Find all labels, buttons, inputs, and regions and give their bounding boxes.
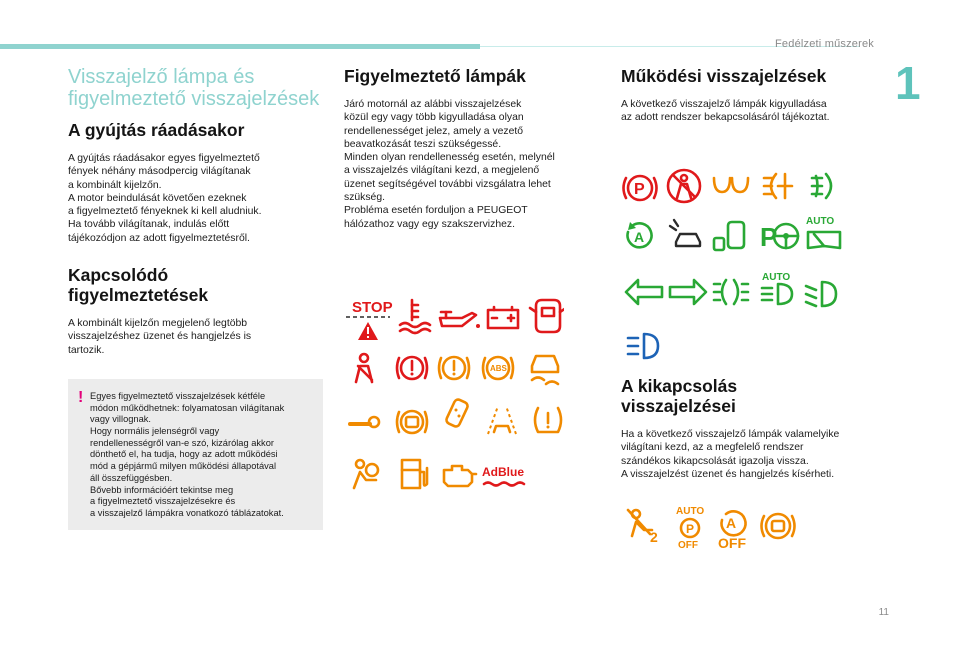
off-indicators-heading: A kikapcsolás visszajelzései bbox=[621, 376, 738, 416]
wrench-icon bbox=[350, 417, 379, 427]
ignition-heading: A gyújtás ráadásakor bbox=[68, 120, 245, 140]
warning-icon-grid bbox=[344, 294, 564, 494]
related-heading: Kapcsolódó figyelmeztetések bbox=[68, 265, 209, 306]
oil-pressure-icon bbox=[440, 312, 480, 328]
main-beam-icon bbox=[628, 334, 658, 358]
sidelights-icon bbox=[714, 280, 748, 304]
column-middle bbox=[344, 66, 594, 231]
turn-right-icon bbox=[670, 280, 706, 304]
stop-icon bbox=[346, 299, 393, 340]
svg-text:AdBlue: AdBlue bbox=[482, 465, 524, 479]
page-number: 11 bbox=[878, 607, 889, 618]
chapter-number: 1 bbox=[895, 57, 921, 109]
stop-start-icon bbox=[628, 222, 652, 247]
ignition-text: A gyújtás ráadásakor egyes figyelmeztető fények néhány másodpercig világítanak a kombinált kijelzőn. A motor beindulását követően ezeknek a figyelmeztető fényeknek ki kell aludniuk. Ha tovább világítanak, indulás előtt tájékozódjon az adott figyelmeztetésről. bbox=[68, 153, 262, 244]
column-right bbox=[621, 66, 871, 125]
main-beam-icon-row bbox=[626, 332, 666, 362]
park-assist-icon bbox=[670, 220, 700, 246]
svg-text:OFF: OFF bbox=[718, 535, 746, 550]
brake-pad-off-icon bbox=[762, 514, 795, 538]
auto-high-beam-icon bbox=[762, 272, 792, 304]
brake-pad-icon bbox=[397, 411, 427, 433]
svg-text:ABS: ABS bbox=[490, 364, 507, 373]
esp-icon bbox=[532, 356, 558, 384]
indicator-lamps-text: A következő visszajelző lámpák kigyulladása az adott rendszer bekapcsolásáról tájékoztat. bbox=[621, 99, 830, 124]
fuel-filter-icon bbox=[402, 460, 427, 488]
svg-text:P: P bbox=[634, 181, 645, 198]
svg-text:2: 2 bbox=[650, 529, 658, 545]
dipped-beam-icon bbox=[806, 282, 836, 306]
svg-text:A: A bbox=[634, 229, 645, 245]
battery-icon bbox=[488, 307, 518, 328]
parking-brake-icon bbox=[624, 176, 657, 200]
coolant-temperature-icon bbox=[400, 300, 430, 333]
off-indicators-section bbox=[621, 376, 871, 481]
engine-management-icon bbox=[444, 466, 476, 486]
door-open-icon bbox=[530, 300, 564, 332]
related-text: A kombinált kijelzőn megjelenő legtöbb visszajelzéshez üzenet és hangjelzés is tartozik. bbox=[68, 318, 252, 356]
note-text: Egyes figyelmeztető visszajelzések kétféle módon működhetnek: folyamatosan világítanak vagy villognak. Hogy normális jelenségről vagy rendellenességről van-e szó, kizárólag akkor dönthető el, ha tudja, hogy az adott működési mód a gépjármű milyen működési állapotával áll összefüggésben. Bővebb információért tekintse meg a figyelmeztető visszajelzésekre és a visszajelző lámpákra vonatkozó táblázatokat. bbox=[90, 390, 285, 518]
seatbelt-icon bbox=[356, 354, 372, 382]
warning-lamps-text: Járó motornál az alábbi visszajelzések közül egy vagy több kigyulladása olyan rendellenességet jelez, amely a vezető beavatkozását teszi szükségessé. Minden olyan rendellenesség esetén, melynél a visszajelzés világítani kezd, a megjelenő üzenet segítségével további vizsgálatra lehet szükség. Probléma esetén forduljon a PEUGEOT hálózathoz vagy egy szakszervizhez. bbox=[344, 99, 555, 230]
exclamation-icon: ! bbox=[78, 388, 84, 406]
key-remote-icon bbox=[445, 398, 469, 427]
top-accent-bar bbox=[0, 44, 480, 49]
auto-wiper-icon bbox=[806, 216, 840, 248]
seatbelt-off-icon bbox=[668, 170, 700, 202]
steering-icon bbox=[774, 224, 798, 248]
airbag-icon bbox=[354, 460, 378, 488]
auto-parking-brake-off-icon bbox=[676, 506, 704, 550]
adblue-icon bbox=[482, 465, 524, 486]
turn-left-icon bbox=[626, 280, 662, 304]
svg-text:P: P bbox=[760, 222, 778, 252]
column-left bbox=[68, 66, 328, 530]
section-title: Visszajelző lámpa és figyelmeztető visszajelzések bbox=[68, 66, 320, 110]
stop-start-off-icon bbox=[718, 511, 746, 550]
svg-text:STOP: STOP bbox=[352, 299, 393, 316]
svg-text:P: P bbox=[686, 522, 695, 536]
running-header: Fedélzeti műszerek bbox=[775, 38, 874, 50]
warning-lamps-heading: Figyelmeztető lámpák bbox=[344, 66, 526, 86]
glow-plug-icon bbox=[714, 178, 748, 192]
indicator-icon-grid bbox=[620, 166, 860, 356]
front-fog-icon bbox=[812, 174, 831, 198]
service-warning-icon bbox=[439, 357, 469, 379]
brake-warning-icon bbox=[397, 357, 427, 379]
svg-text:A: A bbox=[726, 515, 737, 531]
off-icon-grid bbox=[624, 504, 804, 550]
abs-icon bbox=[483, 357, 513, 379]
off-indicators-text: Ha a következő visszajelző lámpák valamelyike világítani kezd, az a megfelelő rendszer szándékos kikapcsolását igazolja vissza. A visszajelzést üzenet és hangjelzés kísérheti. bbox=[621, 429, 840, 480]
svg-text:OFF: OFF bbox=[678, 540, 698, 550]
svg-text:AUTO: AUTO bbox=[676, 506, 705, 517]
door-key-icon bbox=[714, 222, 744, 250]
indicator-lamps-heading: Működési visszajelzések bbox=[621, 66, 827, 86]
rear-fog-icon bbox=[764, 174, 792, 198]
svg-text:AUTO: AUTO bbox=[762, 272, 791, 283]
info-note bbox=[68, 379, 323, 530]
passenger-airbag-off-icon bbox=[628, 510, 658, 545]
lane-assist-icon bbox=[488, 406, 516, 434]
tyre-pressure-icon bbox=[535, 408, 561, 432]
svg-text:AUTO: AUTO bbox=[806, 216, 835, 227]
